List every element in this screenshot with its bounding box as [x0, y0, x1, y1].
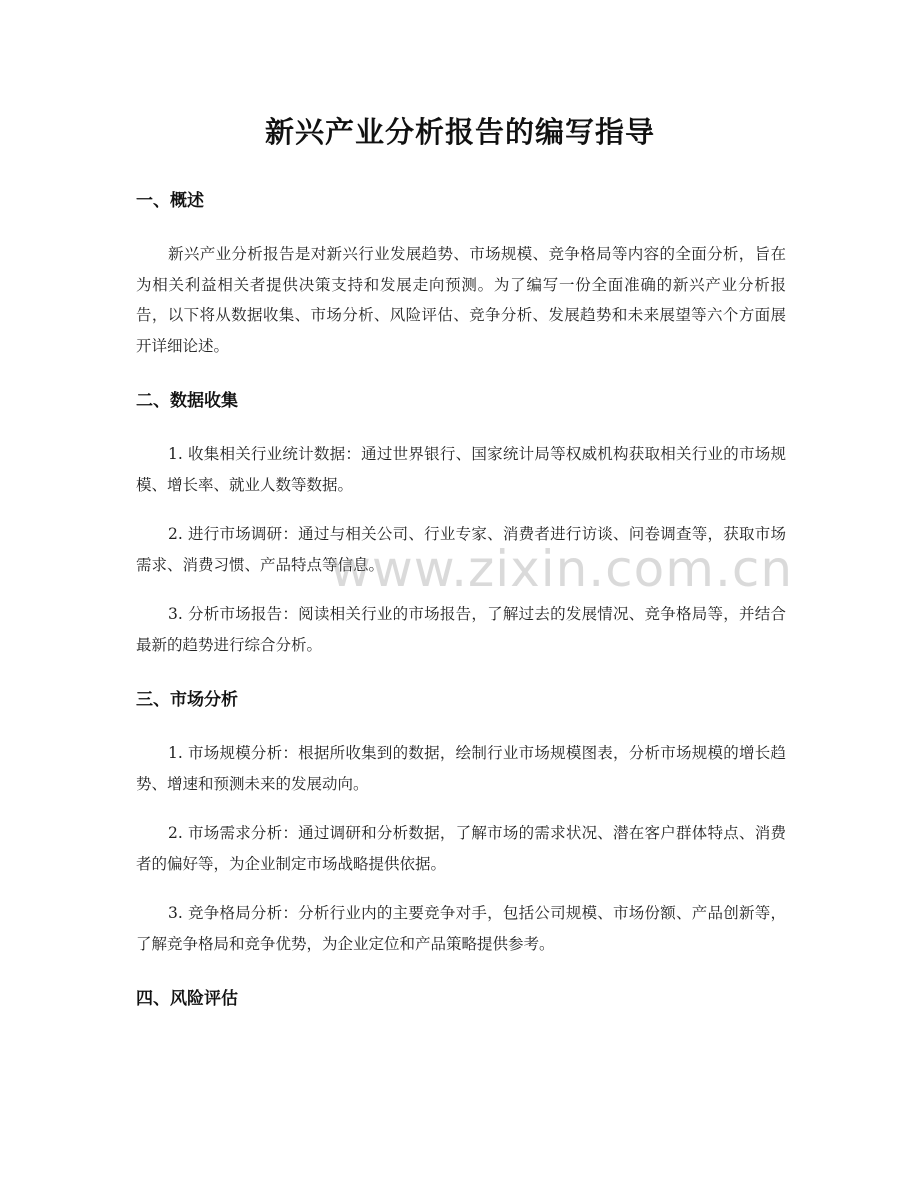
section-heading-overview: 一、概述: [136, 191, 204, 211]
data-collection-item-2: 2. 进行市场调研：通过与相关公司、行业专家、消费者进行访谈、问卷调查等，获取市场需求、消费习惯、产品特点等信息。: [136, 525, 786, 574]
market-analysis-item-3: 3. 竞争格局分析：分析行业内的主要竞争对手，包括公司规模、市场份额、产品创新等，了解竞争格局和竞争优势，为企业定位和产品策略提供参考。: [136, 904, 786, 953]
document-body: [136, 186, 786, 1014]
market-analysis-item-2: 2. 市场需求分析：通过调研和分析数据，了解市场的需求状况、潜在客户群体特点、消费者的偏好等，为企业制定市场战略提供依据。: [136, 824, 786, 873]
overview-paragraph: 新兴产业分析报告是对新兴行业发展趋势、市场规模、竞争格局等内容的全面分析，旨在为相关利益相关者提供决策支持和发展走向预测。为了编写一份全面准确的新兴产业分析报告，以下将从数据收集、市场分析、风险评估、竞争分析、发展趋势和未来展望等六个方面展开详细论述。: [136, 245, 786, 355]
data-collection-item-1: 1. 收集相关行业统计数据：通过世界银行、国家统计局等权威机构获取相关行业的市场规模、增长率、就业人数等数据。: [136, 445, 786, 494]
market-analysis-item-1: 1. 市场规模分析：根据所收集到的数据，绘制行业市场规模图表，分析市场规模的增长趋势、增速和预测未来的发展动向。: [136, 744, 786, 793]
section-heading-data-collection: 二、数据收集: [136, 391, 238, 411]
section-heading-risk-assessment: 四、风险评估: [136, 989, 238, 1009]
document-title: 新兴产业分析报告的编写指导: [264, 115, 655, 149]
section-heading-market-analysis: 三、市场分析: [136, 690, 238, 710]
data-collection-item-3: 3. 分析市场报告：阅读相关行业的市场报告，了解过去的发展情况、竞争格局等，并结合最新的趋势进行综合分析。: [136, 605, 786, 654]
watermark: www.zixin.com.cn: [330, 540, 794, 598]
